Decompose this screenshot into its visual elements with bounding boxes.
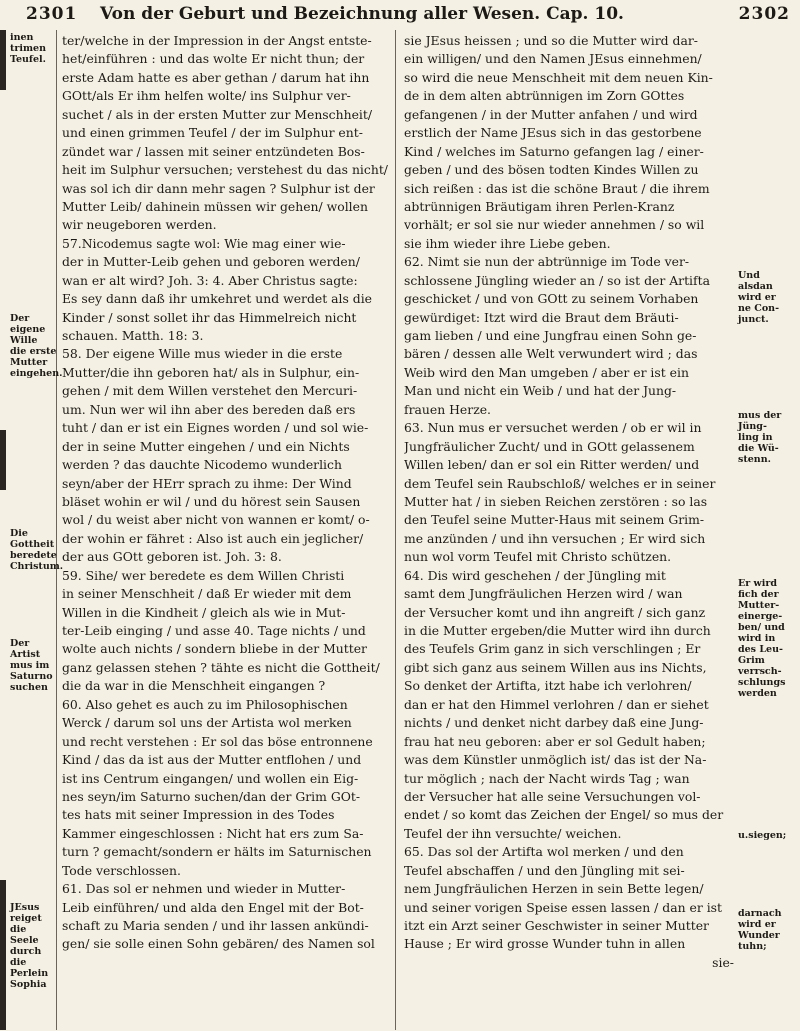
text-line: zündet war / lassen mit seiner entzündeten Bos- bbox=[62, 143, 365, 159]
text-line: werden ? das dauchte Nicodemo wunderlich bbox=[62, 457, 342, 473]
text-line: nem Jungfräulichen Herzen in sein Bette legen/ bbox=[404, 881, 704, 897]
text-line: 58. Der eigene Wille mus wieder in die erste bbox=[62, 346, 343, 362]
page-edge-mark bbox=[0, 430, 6, 490]
margin-note: JEsus reiget die Seele durch die Perlein Sophia bbox=[10, 902, 49, 990]
text-line: 57.Nicodemus sagte wol: Wie mag einer wie- bbox=[62, 235, 346, 251]
page-edge-mark bbox=[0, 30, 6, 90]
text-line: gewürdiget: Itzt wird die Braut dem Bräuti- bbox=[404, 309, 679, 325]
text-line: gen/ sie solle einen Sohn gebären/ des Namen sol bbox=[62, 936, 375, 952]
page-edge-mark bbox=[0, 880, 6, 1030]
text-line: wan er alt wird? Joh. 3: 4. Aber Christus sagte: bbox=[62, 272, 358, 288]
margin-note: Die Gottheit beredete Christum. bbox=[10, 528, 64, 572]
text-line: Kammer eingeschlossen : Nicht hat ers zum Sa- bbox=[62, 825, 364, 841]
text-line: Willen leben/ dan er sol ein Ritter werden/ und bbox=[404, 457, 700, 473]
text-line: 63. Nun mus er versuchet werden / ob er wil in bbox=[404, 420, 702, 436]
text-line: ist ins Centrum eingangen/ und wollen ein Eig- bbox=[62, 770, 359, 786]
text-line: GOtt/als Er ihm helfen wolte/ ins Sulphur ver- bbox=[62, 88, 351, 104]
text-line: Jungfräulicher Zucht/ und in GOtt gelassenem bbox=[404, 438, 695, 454]
text-line: 64. Dis wird geschehen / der Jüngling mit bbox=[404, 567, 666, 583]
text-line: sich reißen : das ist die schöne Braut / die ihrem bbox=[404, 180, 710, 196]
text-line: nichts / und denket nicht darbey daß eine Jung- bbox=[404, 715, 704, 731]
text-line: So denket der Artifta, itzt habe ich verlohren/ bbox=[404, 678, 692, 694]
text-line: de in dem alten abtrünnigen im Zorn GOttes bbox=[404, 88, 685, 104]
catchword: sie- bbox=[712, 954, 734, 970]
text-line: ter-Leib einging / und asse 40. Tage nichts / und bbox=[62, 623, 366, 638]
text-line: suchet / als in der ersten Mutter zur Menschheit/ bbox=[62, 106, 373, 122]
text-line: Weib wird den Man umgeben / aber er ist ein bbox=[404, 364, 689, 380]
text-line: gefangenen / in der Mutter anfahen / und wird bbox=[404, 106, 698, 122]
margin-note: inen trimen Teufel. bbox=[10, 32, 47, 65]
margin-note: mus der Jüng- ling in die Wü- stenn. bbox=[738, 410, 782, 465]
text-line: 61. Das sol er nehmen und wieder in Mutter- bbox=[62, 881, 346, 897]
text-line: tur möglich ; nach der Nacht wirds Tag ; wan bbox=[404, 770, 690, 786]
text-line: schlossene Jüngling wieder an / so ist der Artifta bbox=[404, 272, 710, 288]
text-line: dan er hat den Himmel verlohren / dan er siehet bbox=[404, 696, 709, 712]
running-head: Von der Geburt und Bezeichnung aller Wesen. Cap. 10. bbox=[100, 4, 624, 24]
text-line: tes hats mit seiner Impression in des Todes bbox=[62, 807, 335, 823]
page-number-left: 2301 bbox=[26, 4, 78, 24]
text-line: der Versucher hat alle seine Versuchungen vol- bbox=[404, 788, 701, 804]
text-line: der wohin er fähret : Also ist auch ein jeglicher/ bbox=[62, 530, 364, 546]
text-line: gehen / mit dem Willen verstehet den Mercuri- bbox=[62, 383, 358, 399]
left-margin-notes bbox=[0, 30, 64, 1030]
text-line: Kind / das da ist aus der Mutter entflohen / und bbox=[62, 752, 362, 768]
text-line: der aus GOtt geboren ist. Joh. 3: 8. bbox=[62, 549, 282, 565]
text-line: bären / dessen alle Welt verwundert wird ; das bbox=[404, 346, 698, 362]
text-line: Werck / darum sol uns der Artista wol merken bbox=[62, 715, 352, 731]
text-line: 62. Nimt sie nun der abtrünnige im Tode ver- bbox=[404, 254, 690, 270]
text-line: gam lieben / und eine Jungfrau einen Sohn ge- bbox=[404, 328, 697, 343]
text-line: Mutter hat / in sieben Reichen zerstören : so las bbox=[404, 493, 708, 509]
text-line: ganz gelassen stehen ? tähte es nicht die Gottheit/ bbox=[62, 659, 380, 675]
text-line: der Versucher komt und ihn angreift / sich ganz bbox=[404, 604, 706, 620]
text-line: Man und nicht ein Weib / und hat der Jung- bbox=[404, 383, 677, 399]
text-line: so wird die neue Menschheit mit dem neuen Kin- bbox=[404, 69, 713, 85]
text-line: was sol ich dir dann mehr sagen ? Sulphur ist der bbox=[62, 180, 375, 196]
margin-note: Er wird fich der Mutter- einerge- ben/ und wird in des Leu- Grim verrsch- schlungs werden bbox=[738, 578, 786, 699]
text-line: het/einführen : und das wolte Er nicht thun; der bbox=[62, 51, 365, 67]
text-line: heit im Sulphur versuchen; verstehest du das nicht/ bbox=[62, 162, 388, 178]
text-line: 65. Das sol der Artifta wol merken / und den bbox=[404, 844, 684, 860]
text-line: me anzünden / und ihn versuchen ; Er wird sich bbox=[404, 530, 706, 546]
text-line: dem Teufel sein Raubschloß/ welches er in seiner bbox=[404, 475, 716, 491]
left-column bbox=[62, 32, 390, 954]
text-line: erste Adam hatte es aber gethan / darum hat ihn bbox=[62, 69, 370, 85]
text-line: geben / und des bösen todten Kindes Willen zu bbox=[404, 162, 699, 178]
text-line: den Teufel seine Mutter-Haus mit seinem Grim- bbox=[404, 512, 705, 528]
text-line: Mutter/die ihn geboren hat/ als in Sulphur, ein- bbox=[62, 364, 360, 380]
text-line: bläset wohin er wil / und du hörest sein Sausen bbox=[62, 493, 361, 509]
text-line: nes seyn/im Saturno suchen/dan der Grim GOt- bbox=[62, 788, 361, 804]
text-line: Willen in die Kindheit / gleich als wie in Mut- bbox=[62, 604, 346, 620]
margin-note: Der Artist mus im Saturno suchen bbox=[10, 638, 53, 693]
text-line: turn ? gemacht/sondern er hälts im Saturnischen bbox=[62, 844, 372, 860]
text-line: des Teufels Grim ganz in sich verschlingen ; Er bbox=[404, 641, 701, 657]
margin-note: Der eigene Wille die erste Mutter eingehen. bbox=[10, 313, 63, 379]
text-line: Es sey dann daß ihr umkehret und werdet als die bbox=[62, 291, 373, 307]
text-line: sie ihm wieder ihre Liebe geben. bbox=[404, 235, 611, 251]
text-line: der in seine Mutter eingehen / und ein Nichts bbox=[62, 438, 350, 454]
text-line: abtrünnigen Bräutigam ihren Perlen-Kranz bbox=[404, 198, 675, 214]
page-header bbox=[0, 0, 800, 30]
text-line: Leib einführen/ und alda den Engel mit der Bot- bbox=[62, 899, 364, 915]
text-line: wir neugeboren werden. bbox=[62, 217, 217, 233]
text-line: wol / du weist aber nicht von wannen er komt/ o- bbox=[62, 512, 370, 528]
text-line: Teufel der ihn versuchte/ weichen. bbox=[404, 825, 622, 841]
text-line: seyn/aber der HErr sprach zu ihme: Der Wind bbox=[62, 475, 352, 491]
right-margin-notes bbox=[736, 30, 800, 1030]
text-line: Tode verschlossen. bbox=[62, 862, 181, 878]
text-line: und recht verstehen : Er sol das böse entronnene bbox=[62, 733, 373, 749]
text-line: in die Mutter ergeben/die Mutter wird ihn durch bbox=[404, 623, 711, 638]
text-line: vorhält; er sol sie nur wieder annehmen / so wil bbox=[404, 217, 705, 233]
text-line: schaft zu Maria senden / und ihr lassen ankündi- bbox=[62, 918, 369, 933]
text-line: ter/welche in der Impression in der Angst entste- bbox=[62, 33, 372, 48]
column-divider bbox=[395, 30, 396, 1030]
text-line: schauen. Matth. 18: 3. bbox=[62, 328, 204, 343]
text-line: 60. Also gehet es auch zu im Philosophischen bbox=[62, 696, 348, 712]
text-line: wolte auch nichts / sondern bliebe in der Mutter bbox=[62, 641, 367, 657]
margin-note: Und alsdan wird er ne Con- junct. bbox=[738, 270, 780, 325]
text-line: sie JEsus heissen ; und so die Mutter wird dar- bbox=[404, 33, 698, 48]
text-line: endet / so komt das Zeichen der Engel/ so mus der bbox=[404, 807, 724, 823]
text-line: und einen grimmen Teufel / der im Sulphur ent- bbox=[62, 125, 363, 141]
text-line: itzt ein Arzt seiner Geschwister in seiner Mutter bbox=[404, 918, 709, 933]
text-line: erstlich der Name JEsus sich in das gestorbene bbox=[404, 125, 702, 141]
text-line: gibt sich ganz aus seinem Willen aus ins Nichts, bbox=[404, 659, 707, 675]
text-line: der in Mutter-Leib gehen und geboren werden/ bbox=[62, 254, 360, 270]
text-line: 59. Sihe/ wer beredete es dem Willen Christi bbox=[62, 567, 345, 583]
text-line: samt dem Jungfräulichen Herzen wird / wan bbox=[404, 586, 683, 602]
text-line: ein willigen/ und den Namen JEsus einnehmen/ bbox=[404, 51, 702, 67]
text-line: nun wol vorm Teufel mit Christo schützen. bbox=[404, 549, 672, 565]
text-line: frau hat neu geboren: aber er sol Gedult haben; bbox=[404, 733, 706, 749]
text-line: Kind / welches im Saturno gefangen lag / einer- bbox=[404, 143, 704, 159]
text-line: um. Nun wer wil ihn aber des bereden daß ers bbox=[62, 401, 356, 417]
right-column bbox=[404, 32, 734, 972]
text-line: frauen Herze. bbox=[404, 401, 491, 417]
text-line: die da war in die Menschheit eingangen ? bbox=[62, 678, 326, 694]
text-line: in seiner Menschheit / daß Er wieder mit dem bbox=[62, 586, 352, 602]
text-line: Teufel abschaffen / und den Jüngling mit sei- bbox=[404, 862, 685, 878]
text-line: tuht / dan er ist ein Eignes worden / und sol wie- bbox=[62, 420, 369, 436]
text-line: und seiner vorigen Speise essen lassen / dan er ist bbox=[404, 899, 723, 915]
text-line: Hause ; Er wird grosse Wunder tuhn in allen bbox=[404, 936, 686, 952]
text-line: Kinder / sonst sollet ihr das Himmelreich nicht bbox=[62, 309, 357, 325]
text-line: Mutter Leib/ dahinein müssen wir gehen/ wollen bbox=[62, 198, 368, 214]
text-line: geschicket / und von GOtt zu seinem Vorhaben bbox=[404, 291, 699, 307]
margin-note: darnach wird er Wunder tuhn; bbox=[738, 908, 782, 952]
margin-note: u.siegen; bbox=[738, 830, 787, 841]
page-number-right: 2302 bbox=[738, 4, 790, 24]
text-line: was dem Künstler unmöglich ist/ das ist der Na- bbox=[404, 752, 707, 768]
